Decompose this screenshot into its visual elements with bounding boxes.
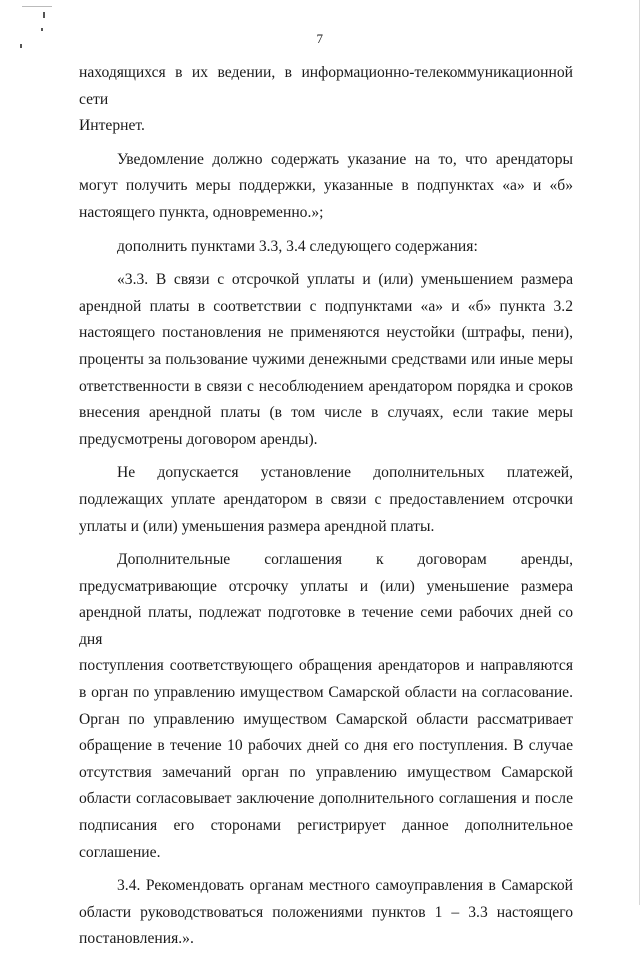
page-number: 7 bbox=[316, 31, 324, 46]
text-line: постановления.». bbox=[79, 930, 194, 948]
text-line: области согласовывает заключение дополнительного соглашения и после bbox=[79, 790, 573, 808]
paragraph bbox=[79, 60, 573, 140]
scan-artifact bbox=[43, 12, 45, 18]
text-line: предусматривающие отсрочку уплаты и (или) уменьшение размера bbox=[79, 577, 573, 595]
text-line: внесения арендной платы (в том числе в случаях, если такие меры bbox=[79, 404, 573, 422]
text-line: арендной платы в соответствии с подпунктами «а» и «б» пункта 3.2 bbox=[79, 297, 573, 315]
text-line: подлежащих уплате арендатором в связи с предоставлением отсрочки bbox=[79, 490, 573, 508]
text-line: Не допускается установление дополнительных платежей, bbox=[117, 464, 573, 482]
text-line: предусмотрены договором аренды). bbox=[79, 430, 318, 448]
text-line: настоящего постановления не применяются неустойки (штрафы, пени), bbox=[79, 324, 573, 342]
text-line: арендной платы, подлежат подготовке в течение семи рабочих дней со дня bbox=[79, 604, 573, 648]
text-line: обращение в течение 10 рабочих дней со дня его поступления. В случае bbox=[79, 737, 573, 755]
text-line: проценты за пользование чужими денежными средствами или иные меры bbox=[79, 350, 573, 368]
text-line: Дополнительные соглашения к договорам аренды, bbox=[117, 551, 573, 569]
text-line: уплаты и (или) уменьшения размера арендной платы. bbox=[79, 517, 435, 535]
text-line: Интернет. bbox=[79, 117, 145, 135]
text-line: 3.4. Рекомендовать органам местного самоуправления в Самарской bbox=[117, 877, 573, 895]
text-line: «3.3. В связи с отсрочкой уплаты и (или) уменьшением размера bbox=[117, 271, 573, 289]
text-line: настоящего пункта, одновременно.»; bbox=[79, 203, 324, 221]
paragraph bbox=[79, 147, 573, 227]
paragraph bbox=[79, 547, 573, 866]
paragraph bbox=[79, 234, 573, 261]
scan-artifact bbox=[22, 6, 52, 7]
text-line: дополнить пунктами 3.3, 3.4 следующего содержания: bbox=[117, 237, 478, 255]
text-line: могут получить меры поддержки, указанные в подпунктах «а» и «б» bbox=[79, 177, 573, 195]
text-line: ответственности в связи с несоблюдением арендатором порядка и сроков bbox=[79, 377, 573, 395]
text-line: поступления соответствующего обращения арендаторов и направляются bbox=[79, 657, 573, 675]
text-line: подписания его сторонами регистрирует данное дополнительное bbox=[79, 817, 573, 835]
text-line: области руководствоваться положениями пунктов 1 – 3.3 настоящего bbox=[79, 903, 573, 921]
paragraph bbox=[79, 873, 573, 953]
paragraph bbox=[79, 460, 573, 540]
text-line: Орган по управлению имуществом Самарской области рассматривает bbox=[79, 710, 573, 728]
text-line: отсутствия замечаний орган по управлению имуществом Самарской bbox=[79, 763, 573, 781]
text-line: Уведомление должно содержать указание на то, что арендаторы bbox=[117, 150, 573, 168]
text-line: соглашение. bbox=[79, 843, 161, 861]
paragraph bbox=[79, 267, 573, 453]
text-line: находящихся в их ведении, в информационно-телекоммуникационной сети bbox=[79, 64, 573, 108]
document-body bbox=[79, 60, 573, 953]
text-line: в орган по управлению имуществом Самарской области на согласование. bbox=[79, 684, 573, 702]
